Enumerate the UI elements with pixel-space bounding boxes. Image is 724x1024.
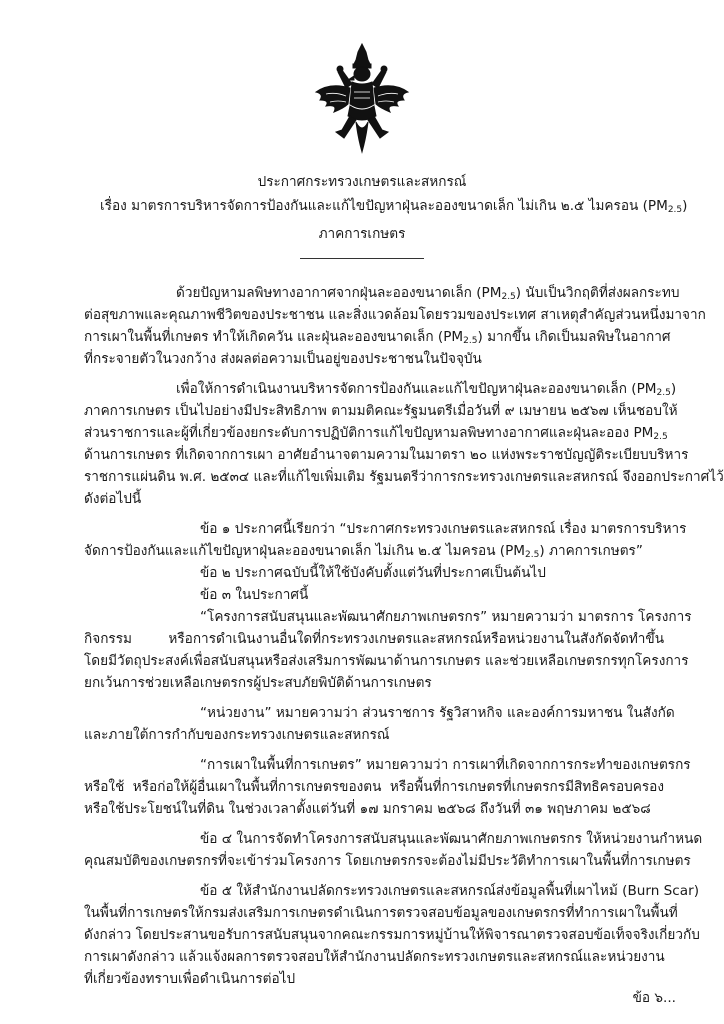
paragraph-c1 <box>84 518 687 562</box>
header-subject-end: ) <box>682 198 688 214</box>
c5-line <box>84 968 664 990</box>
paragraph-c4 <box>84 828 703 872</box>
d3-line <box>84 754 691 776</box>
text-run: ในพื้นที่การเกษตรให้กรมส่งเสริมการเกษตรดำเนินการตรวจสอบข้อมูลของเกษตรกรที่ทำการเผาในพื้นที่ <box>84 905 678 921</box>
text-run: ) มากขึ้น เกิดเป็นมลพิษในอากาศ <box>477 329 671 345</box>
c4-line <box>84 850 691 872</box>
paragraph-p1 <box>84 282 706 370</box>
text-run: ส่วนราชการและผู้ที่เกี่ยวข้องยกระดับการปฏิบัติการแก้ไขปัญหามลพิษทางอากาศและฝุ่นละออง PM <box>84 425 654 441</box>
c5-line <box>84 924 700 946</box>
text-run: จัดการป้องกันและแก้ไขปัญหาฝุ่นละอองขนาดเล็ก ไม่เกิน ๒.๕ ไมครอน (PM <box>84 543 526 559</box>
paragraph-d3 <box>84 754 691 820</box>
header-subject-subscript: 2.5 <box>667 205 683 215</box>
text-run: ภาคการเกษตร เป็นไปอย่างมีประสิทธิภาพ ตามมติคณะรัฐมนตรีเมื่อวันที่ ๙ เมษายน ๒๕๖๗ เห็นชอบให้ <box>84 403 678 419</box>
text-run: ) ภาคการเกษตร” <box>539 543 643 559</box>
text-run: ข้อ ๑ ประกาศนี้เรียกว่า “ประกาศกระทรวงเกษตรและสหกรณ์ เรื่อง มาตรการบริหาร <box>200 521 687 537</box>
p2-line <box>84 422 668 444</box>
p2-line <box>84 488 664 510</box>
header-subject-text: เรื่อง มาตรการบริหารจัดการป้องกันและแก้ไขปัญหาฝุ่นละอองขนาดเล็ก ไม่เกิน ๒.๕ ไมครอน (PM <box>100 198 668 214</box>
d2-line <box>84 724 664 746</box>
paragraph-gap <box>84 872 664 880</box>
p1-line <box>84 304 706 326</box>
text-run: หรือใช้ประโยชน์ในที่ดิน ในช่วงเวลาตั้งแต่วันที่ ๑๗ มกราคม ๒๕๖๘ ถึงวันที่ ๓๑ พฤษภาคม ๒๕๖๘ <box>84 801 651 817</box>
c1-line <box>84 540 664 562</box>
d2-line <box>84 702 675 724</box>
d1-line <box>84 650 689 672</box>
text-run: ข้อ ๔ ในการจัดทำโครงการสนับสนุนและพัฒนาศักยภาพเกษตรกร ให้หน่วยงานกำหนด <box>200 831 703 847</box>
text-run: ที่กระจายตัวในวงกว้าง ส่งผลต่อความเป็นอยู่ของประชาชนในปัจจุบัน <box>84 351 482 367</box>
p2-line <box>84 400 678 422</box>
text-run: กิจกรรม หรือการดำเนินงานอื่นใดที่กระทรวงเกษตรและสหกรณ์หรือหน่วยงานในสังกัดจัดทำขึ้น <box>84 631 664 647</box>
text-run: “โครงการสนับสนุนและพัฒนาศักยภาพเกษตรกร” หมายความว่า มาตรการ โครงการ <box>200 609 692 625</box>
text-run: ด้วยปัญหามลพิษทางอากาศจากฝุ่นละอองขนาดเล็ก (PM <box>176 285 502 301</box>
text-run: และภายใต้การกำกับของกระทรวงเกษตรและสหกรณ์ <box>84 727 390 743</box>
text-run: ดังกล่าว โดยประสานขอรับการสนับสนุนจากคณะกรรมการหมู่บ้านให้พิจารณาตรวจสอบข้อเท็จจริงเกี่ยวกับ <box>84 927 700 943</box>
header-title: ประกาศกระทรวงเกษตรและสหกรณ์ <box>257 174 467 190</box>
p1-line <box>84 282 680 304</box>
paragraph-gap <box>84 820 664 828</box>
text-run: ) นับเป็นวิกฤติที่ส่งผลกระทบ <box>515 285 680 301</box>
paragraph-gap <box>84 694 664 702</box>
paragraph-gap <box>84 370 664 378</box>
p2-line <box>84 378 677 400</box>
text-run: หรือใช้ หรือก่อให้ผู้อื่นเผาในพื้นที่การเกษตรของตน หรือพื้นที่การเกษตรที่เกษตรกรมีสิทธิครอบครอง <box>84 779 664 795</box>
p2-line <box>84 466 724 488</box>
c4-line <box>84 828 703 850</box>
text-run: ดังต่อไปนี้ <box>84 491 142 507</box>
d1-line <box>84 672 664 694</box>
text-run: การเผาในพื้นที่เกษตร ทำให้เกิดควัน และฝุ่นละอองขนาดเล็ก (PM <box>84 329 464 345</box>
paragraph-gap <box>84 746 664 754</box>
c5-line <box>84 946 664 968</box>
p1-line <box>84 348 664 370</box>
text-run: ราชการแผ่นดิน พ.ศ. ๒๕๓๔ และที่แก้ไขเพิ่มเติม รัฐมนตรีว่าการกระทรวงเกษตรและสหกรณ์ จึงออกประกาศไว้ <box>84 469 724 485</box>
d3-line <box>84 798 664 820</box>
text-run: ยกเว้นการช่วยเหลือเกษตรกรผู้ประสบภัยพิบัติด้านการเกษตร <box>84 675 432 691</box>
clause-c3: ข้อ ๓ ในประกาศนี้ <box>200 587 309 603</box>
d3-line <box>84 776 664 798</box>
text-run: “การเผาในพื้นที่การเกษตร” หมายความว่า การเผาที่เกิดจากการกระทำของเกษตรกร <box>200 757 691 773</box>
text-run: เพื่อให้การดำเนินงานบริหารจัดการป้องกันและแก้ไขปัญหาฝุ่นละอองขนาดเล็ก (PM <box>176 381 657 397</box>
text-run: ข้อ ๕ ให้สำนักงานปลัดกระทรวงเกษตรและสหกรณ์ส่งข้อมูลพื้นที่เผาไหม้ (Burn Scar) <box>200 883 699 899</box>
continued-marker: ข้อ ๖... <box>632 990 676 1006</box>
p1-line <box>84 326 671 348</box>
text-run: โดยมีวัตถุประสงค์เพื่อสนับสนุนหรือส่งเสริมการพัฒนาด้านการเกษตร และช่วยเหลือเกษตรกรทุกโครงการ <box>84 653 689 669</box>
c5-line <box>84 902 678 924</box>
p2-line <box>84 444 689 466</box>
text-run: “หน่วยงาน” หมายความว่า ส่วนราชการ รัฐวิสาหกิจ และองค์การมหาชน ในสังกัด <box>200 705 675 721</box>
paragraph-d2 <box>84 702 675 746</box>
paragraph-c5 <box>84 880 700 990</box>
subscript: 2.5 <box>501 292 516 302</box>
header-divider <box>300 258 424 259</box>
paragraph-p2 <box>84 378 724 510</box>
paragraph-gap <box>84 510 664 518</box>
header-sector: ภาคการเกษตร <box>318 226 406 242</box>
text-run: การเผาดังกล่าว แล้วแจ้งผลการตรวจสอบให้สำนักงานปลัดกระทรวงเกษตรและสหกรณ์และหน่วยงาน <box>84 949 665 965</box>
text-run: ต่อสุขภาพและคุณภาพชีวิตของประชาชน และสิ่งแวดล้อมโดยรวมของประเทศ สาเหตุสำคัญส่วนหนึ่งมาจาก <box>84 307 706 323</box>
c5-line <box>84 880 699 902</box>
announcement-header <box>100 170 688 246</box>
subscript: 2.5 <box>653 432 668 442</box>
text-run: ที่เกี่ยวข้องทราบเพื่อดำเนินการต่อไป <box>84 971 296 987</box>
announcement-body <box>84 282 724 990</box>
d1-line <box>84 628 664 650</box>
text-run: ) <box>670 381 677 397</box>
garuda-emblem <box>312 42 412 154</box>
header-subject <box>100 194 688 222</box>
c1-line <box>84 518 687 540</box>
subscript: 2.5 <box>463 336 478 346</box>
d1-line <box>84 606 692 628</box>
text-run: ด้านการเกษตร ที่เกิดจากการเผา อาศัยอำนาจตามความในมาตรา ๒๐ แห่งพระราชบัญญัติระเบียบบริหาร <box>84 447 689 463</box>
text-run: คุณสมบัติของเกษตรกรที่จะเข้าร่วมโครงการ โดยเกษตรกรจะต้องไม่มีประวัติทำการเผาในพื้นที่การเกษตร <box>84 853 691 869</box>
clause-c2: ข้อ ๒ ประกาศฉบับนี้ให้ใช้บังคับตั้งแต่วันที่ประกาศเป็นต้นไป <box>200 565 546 581</box>
subscript: 2.5 <box>656 388 671 398</box>
subscript: 2.5 <box>525 550 540 560</box>
paragraph-d1 <box>84 606 692 694</box>
